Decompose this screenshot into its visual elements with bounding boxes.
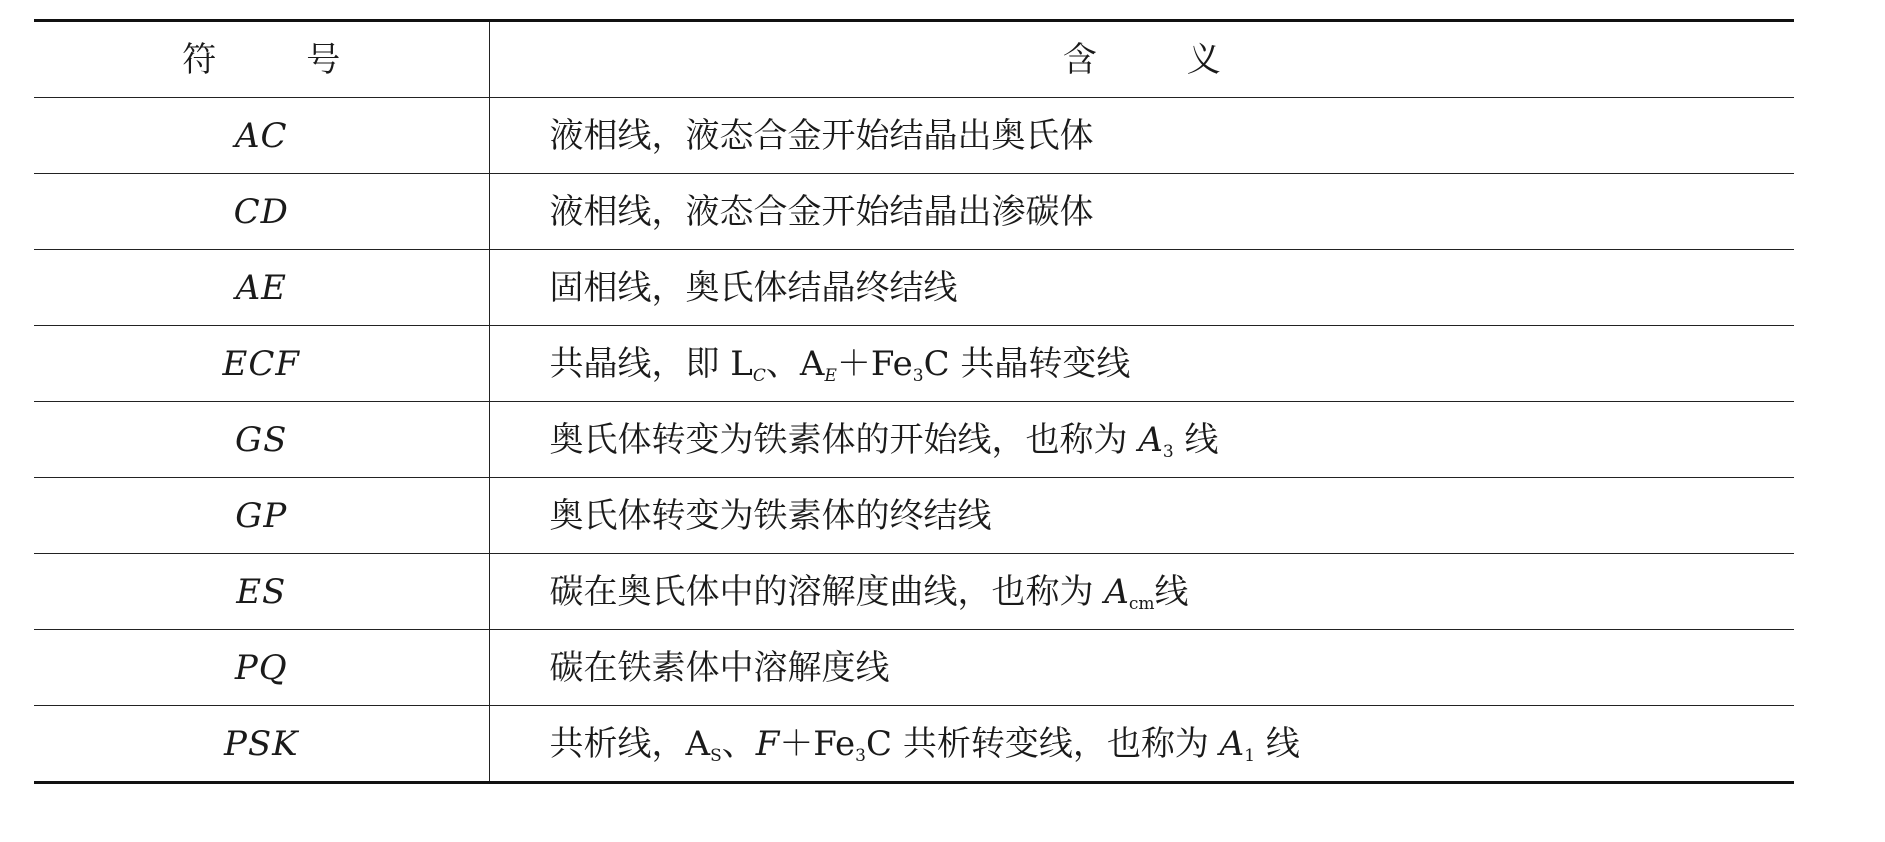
symbol-meaning-table-container: [34, 19, 1794, 784]
header-meaning-char-2: 义: [1186, 39, 1221, 80]
cell-symbol: ES: [34, 554, 489, 630]
text-segment: 液相线，液态合金开始结晶出奥氏体: [549, 115, 1094, 156]
text-segment: 线: [1255, 723, 1300, 764]
table-body: [34, 98, 1794, 783]
cell-meaning: [489, 554, 1794, 630]
cell-meaning: [489, 478, 1794, 554]
subscript: 3: [912, 365, 924, 386]
text-segment: 奥氏体转变为铁素体的开始线，也称为: [549, 419, 1139, 460]
text-segment: 奥氏体转变为铁素体的终结线: [549, 495, 992, 536]
text-segment: 线: [1154, 571, 1189, 612]
table-row: [34, 630, 1794, 706]
table-row: [34, 98, 1794, 174]
table-row: [34, 706, 1794, 783]
text-segment: 、A: [765, 343, 825, 384]
text-segment: 线: [1173, 419, 1219, 460]
subscript: 3: [855, 745, 866, 766]
cell-symbol: CD: [34, 174, 489, 250]
table-row: [34, 174, 1794, 250]
text-segment: 液相线，液态合金开始结晶出渗碳体: [549, 191, 1094, 232]
subscript: 1: [1244, 745, 1256, 766]
subscript: 3: [1162, 441, 1174, 462]
cell-meaning: [489, 250, 1794, 326]
text-segment: 碳在铁素体中溶解度线: [549, 647, 890, 688]
table-row: [34, 250, 1794, 326]
text-segment: 共析线，A: [549, 723, 711, 764]
text-segment: 固相线，奥氏体结晶终结线: [549, 267, 958, 308]
cell-meaning: [489, 174, 1794, 250]
cell-symbol: ECF: [34, 326, 489, 402]
subscript: C: [752, 365, 766, 386]
cell-symbol: GS: [34, 402, 489, 478]
text-segment: F: [755, 723, 780, 764]
cell-symbol: AE: [34, 250, 489, 326]
table-row: [34, 326, 1794, 402]
header-symbol-char-1: 符: [182, 39, 217, 80]
cell-symbol: AC: [34, 98, 489, 174]
subscript: cm: [1128, 593, 1155, 614]
text-segment: ＋Fe: [779, 723, 856, 764]
cell-symbol: PSK: [34, 706, 489, 783]
text-segment: C 共晶转变线: [923, 343, 1131, 384]
header-meaning: [489, 21, 1794, 98]
text-segment: A: [1138, 419, 1163, 460]
text-segment: ＋Fe: [836, 343, 913, 384]
table-header: [34, 21, 1794, 98]
text-segment: 碳在奥氏体中的溶解度曲线，也称为: [549, 571, 1105, 612]
cell-meaning: [489, 630, 1794, 706]
cell-symbol: PQ: [34, 630, 489, 706]
text-segment: 共晶线，即 L: [549, 343, 753, 384]
table-row: [34, 478, 1794, 554]
subscript: E: [824, 365, 837, 386]
table-row: [34, 402, 1794, 478]
header-symbol-char-2: 号: [306, 39, 341, 80]
text-segment: 、: [721, 723, 756, 764]
cell-meaning: [489, 98, 1794, 174]
cell-meaning: [489, 706, 1794, 783]
subscript: S: [710, 745, 722, 766]
cell-meaning: [489, 326, 1794, 402]
header-symbol: [34, 21, 489, 98]
text-segment: A: [1219, 723, 1245, 764]
text-segment: C 共析转变线，也称为: [866, 723, 1220, 764]
cell-symbol: GP: [34, 478, 489, 554]
text-segment: A: [1104, 571, 1129, 612]
cell-meaning: [489, 402, 1794, 478]
header-row: [34, 21, 1794, 98]
table-row: [34, 554, 1794, 630]
symbol-meaning-table: [34, 19, 1794, 784]
header-meaning-char-1: 含: [1062, 39, 1097, 80]
